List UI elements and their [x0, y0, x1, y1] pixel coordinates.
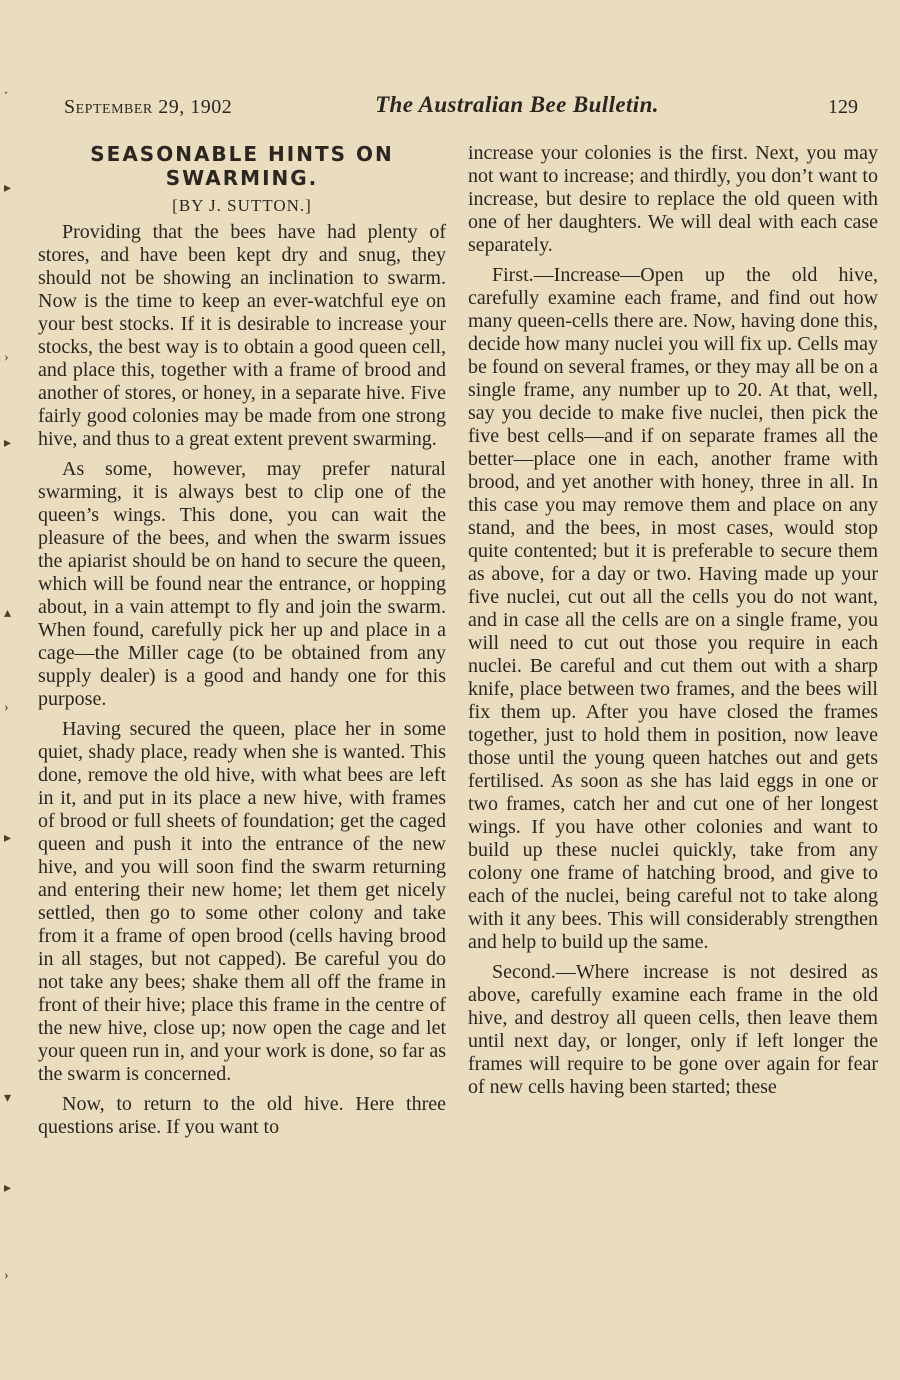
paragraph: Now, to return to the old hive. Here three questions arise. If you want to — [38, 1093, 446, 1138]
margin-mark: ▾ — [4, 1091, 12, 1106]
margin-mark: › — [4, 700, 9, 715]
article-byline: [BY J. SUTTON.] — [172, 196, 312, 215]
journal-title: The Australian Bee Bulletin. — [375, 92, 659, 117]
article-title: SEASONABLE HINTS ON SWARMING. — [90, 142, 394, 190]
paragraph: Providing that the bees have had plenty of stores, and have been kept dry and snug, they should not be showing an inclination to swarm. Now is the time to keep an ever-watchful eye on your best stocks. If it is desirable to increase your stocks, the best way is to obtain a good queen cell, and place this, together with a frame of brood and another of stores, or honey, in a separate hive. Five fairly good colonies may be made from one strong hive, and thus to a great extent prevent swarming. — [38, 221, 446, 450]
margin-mark: ▸ — [4, 831, 12, 846]
header-date: September 29, 1902 — [64, 96, 233, 118]
binding-margin — [0, 0, 30, 1380]
paragraph: Having secured the queen, place her in some quiet, shady place, ready when she is wanted. This done, remove the old hive, with what bees are left in it, and put in its place a new hive, with frames of brood or full sheets of foundation; get the caged queen and push it into the entrance of the new hive, and you will soon find the swarm returning and entering their new home; let them get nicely settled, then go to some other colony and take from it a frame of open brood (cells having brood in all stages, but not capped). Be careful you do not take any bees; shake them all off the frame in front of their hive; place this frame in the centre of the new hive, close up; now open the cage and let your queen run in, and your work is done, so far as the swarm is concerned. — [38, 718, 446, 1085]
margin-mark: › — [4, 1268, 9, 1283]
margin-mark: ▸ — [4, 436, 12, 451]
margin-mark: ▴ — [4, 606, 12, 621]
margin-mark: ˹ — [4, 90, 9, 105]
right-column — [468, 142, 878, 1106]
paragraph: Second.—Where increase is not desired as above, carefully examine each frame in the old hive, and destroy all queen cells, then leave them until next day, or longer, only if left longer the frames will require to be gone over again for fear of new cells having been started; these — [468, 961, 878, 1098]
margin-mark: ▸ — [4, 1181, 12, 1196]
margin-mark: ▸ — [4, 181, 12, 196]
running-header — [62, 92, 878, 126]
paragraph: increase your colonies is the first. Next, you may not want to increase; and thirdly, you don’t want to increase, but desire to replace the old queen with one of her daughters. We will deal with each case separately. — [468, 142, 878, 256]
page-number: 129 — [828, 96, 858, 118]
paragraph: First.—Increase—Open up the old hive, carefully examine each frame, and find out how many queen-cells there are. Now, having done this, decide how many nuclei you will fix up. Cells may be found on several frames, or they may all be on a single frame, any number up to 20. At that, well, say you decide to make five nuclei, then pick the five best cells—and if on separate frames all the better—place one in each, another frame with brood, and yet another with honey, three in all. In this case you may remove them and place on any stand, and the bees, in most cases, would stop quite contented; but it is preferable to secure them as above, for a day or two. Having made up your five nuclei, cut out all the cells you do not want, and in case all the cells are on a single frame, you will need to cut out those you require in each nuclei. Be careful and cut them out with a sharp knife, place between two frames, and the bees will fix them up. After you have closed the frames together, just to hold them in position, now leave those until the young queen hatches out and gets fertilised. As soon as she has laid eggs in one or two frames, catch her and cut one of her longest wings. If you have other colonies and want to build up these nuclei quickly, take from any colony one frame of hatching brood, and give to each of the nuclei, being careful not to take along with it any bees. This will considerably strengthen and help to build up the same. — [468, 264, 878, 953]
paragraph: As some, however, may prefer natural swarming, it is always best to clip one of the queen’s wings. This done, you can wait the pleasure of the bees, and when the swarm issues the apiarist should be on hand to secure the queen, which will be found near the entrance, or hopping about, in a vain attempt to fly and join the swarm. When found, carefully pick her up and place in a cage—the Miller cage (to be obtained from any supply dealer) is a good and handy one for this purpose. — [38, 458, 446, 710]
margin-mark: › — [4, 350, 9, 365]
left-column — [38, 142, 446, 1146]
